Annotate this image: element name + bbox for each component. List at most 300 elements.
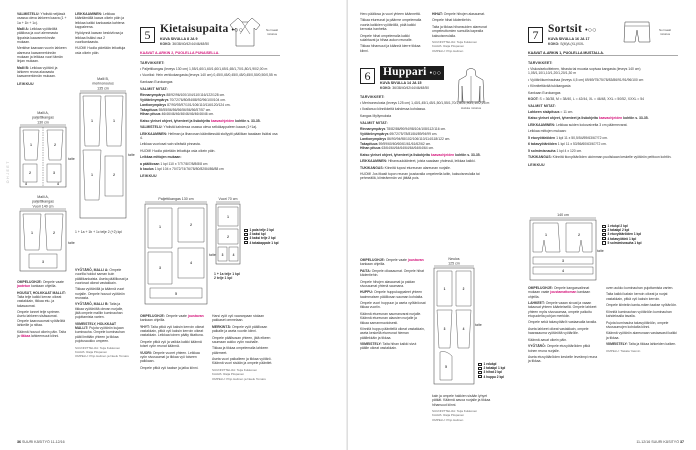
paragraph-label: Malli B: [17, 65, 30, 70]
pieces-legend [602, 224, 672, 245]
left-footer [17, 440, 65, 444]
paragraph-text: Käännä vyötärön alareunaan vastaavasti kaikki ja tikkaa. [606, 331, 677, 340]
fold-label: taite [475, 323, 482, 327]
paragraph-text: Taita telje kaikki kerran oikeat vastakkain, tikkaa etu- ja takasaumat. [17, 295, 62, 308]
measure-row [360, 127, 492, 131]
supplies-list [140, 67, 278, 78]
garment-sketch-shorts [622, 20, 652, 44]
legend-item [244, 241, 284, 245]
paragraph [606, 303, 678, 307]
layout-title: Malli A, [37, 195, 49, 199]
preparation-text [17, 12, 69, 79]
paragraph [75, 302, 129, 319]
cutting-text [360, 159, 492, 181]
pieces-legend [478, 362, 508, 379]
finishing-text [606, 342, 678, 346]
legend-label: 1 edukpl [483, 362, 497, 366]
product-title [380, 66, 444, 80]
paragraph-text: Taita pitkä vyö kaksin kerroin oikeat vastakkain, pitkä vyö kaksin kerroin oikeat vastakkain. Leikkaa toinen pääty tikattuna. [140, 324, 205, 338]
paragraph [212, 325, 278, 334]
layout-heading: LEIKKUU [17, 81, 34, 86]
measure-value: 63/64/64/64/64/64/64/64/64/64 cm. [380, 146, 435, 151]
fold-label: taite [68, 241, 75, 245]
supplies-list [360, 101, 492, 112]
paragraph-text: Ompele etuvyötäröiden pitkä toinen reuna nurjalle. [528, 344, 591, 353]
paragraph-text: Käännä etureunan saumanvarat nurjalle. Käännä etureunan alaosien nurjalle ja tikkaa samanmuotoisesti. [360, 311, 422, 325]
product-subtitle: KUVA SIVULLA 16 JA 17 [548, 37, 590, 41]
product-subtitle: KUVA SIVULLA 14 JA 15 [380, 81, 422, 85]
layout-subtitle: paljettikangas [32, 199, 54, 204]
paragraph-text: Ompele kangasvalinnat mukaan vaate [528, 286, 590, 295]
paragraph-label: VYÖTÄRÖ: [528, 344, 546, 349]
legend-label: 4 takavyötärö 1 kpl [607, 236, 637, 241]
piece-num: 1 [31, 231, 33, 235]
piece-num: 4 [232, 253, 235, 257]
piece-num: 3 [42, 260, 44, 264]
paragraph-label: TUKIKANGAS: [528, 155, 552, 160]
measure-row [360, 146, 492, 150]
paragraph [17, 310, 69, 327]
layout-title: Malli A, [37, 111, 49, 115]
legend-label: 2 kaksi kpl [249, 232, 266, 237]
paragraph-text: Aseta lahkeet oikeat vastakkain, ompele haarasauma vyötäröltä vyötärölle. [528, 326, 589, 336]
cutting-layout-hoodie [432, 256, 482, 386]
left-column-1-sewing [17, 280, 69, 340]
difficulty-dots: •○○ [585, 26, 597, 34]
measure-row [140, 162, 278, 166]
measure-value: 69/72/75/78/81/84/89/94/99 cm. [388, 131, 438, 136]
paragraph-text: Ompele kiinteän kanta-mäen taakse vyötäröön. [606, 303, 678, 308]
paragraph-text: 1 kpl 11 x 50,5/54/59/63/67/72 cm. [555, 135, 608, 140]
measure-row [140, 112, 278, 116]
measure-label: Hihan pituus [140, 112, 161, 117]
piece-num: 1 [91, 173, 93, 177]
credit-text: SUUNNITTELIJA: Teija Kukkonen KAAVA: Raija Piispanen OMPELU: Pirjo Helinen [432, 409, 478, 422]
paragraph-text: Ompele hihat kädentiehin. [432, 18, 472, 23]
paragraph-label: OMPELUOHJE: [528, 286, 553, 290]
supplies-heading: TARVIKKEET: [360, 95, 385, 99]
cutting-text [528, 123, 678, 153]
paragraph [360, 327, 426, 340]
paragraph-text: Ompele hihojen alasaumat. [442, 12, 486, 16]
paragraph [360, 342, 426, 351]
fabric-source: Kangas Myllymuksta [360, 113, 392, 118]
paragraph [528, 149, 678, 153]
paragraph-text: Yhdistä kahdessa osassa oleva selkäkappaleen kaava (1+1a). [162, 125, 258, 130]
legend-item [478, 375, 508, 379]
cutting-layout-wrap-top [142, 196, 216, 306]
paragraph [17, 291, 69, 308]
product-6-sewing [360, 258, 426, 353]
left-column-2-top [75, 12, 129, 57]
list-item: • Paljettikangas (leveys 130 cm) 1,55/1,60/1,60/1,60/1,65/1,65/1,70/1,80/1,90/2,00 m [140, 66, 268, 71]
sketch-label: Hoikka mitoitus [460, 106, 482, 110]
measures-heading: VALMIIT MITAT: [140, 87, 168, 92]
fold-label: taite [597, 249, 604, 253]
credit-text: SUUNNITTELIJA: Teija Kukkonen KAAVA: Raija Piispanen OMPELU: Pirjo Helinen ja Neelu Tomaru [75, 345, 129, 359]
paragraph [212, 336, 278, 345]
paragraph-text: HUOM! Jos itkasit tupon reunan joustavalla ompeleella laitin, kaksoisneulalla tai pehmeällä, kiinteämmän voi jättää pois. [360, 172, 480, 181]
supplies-heading: TARVIKKEET: [140, 61, 165, 65]
piece-num: 2 [227, 235, 229, 239]
paragraph-text: Ompele pitkä vyö taakse ja jatka kiinni. [140, 365, 199, 370]
paragraph [360, 269, 426, 278]
paragraph [75, 322, 129, 343]
paragraph-label: PAITA: [360, 268, 371, 273]
piece-num: 4 [462, 327, 465, 331]
measure-label: Lantionympärys [360, 136, 387, 141]
paragraph-label: 5 etuvyötäröiden [528, 135, 556, 140]
list-item: • Viskosisekoitteinen, hihasta tai muusta sopivaa kangasta (leveys 140 cm) 1,05/1,10/1,10/1,20/1,20/1,30 m [528, 66, 641, 76]
paragraph-text: Ompele huppukappaleet yhteen taaimmaisen pääliiosan sauman kohdalta. [360, 290, 424, 299]
measure-label: Vyötärönympärys [140, 97, 169, 102]
measures-list [360, 127, 492, 151]
measure-value: 46/46/46/46/46/46/46/46/46/46 cm. [160, 112, 215, 117]
pattern-sheet-link: KAAVAT A-ARKIN 2, PUOLELLA PUNAISELLA. [140, 51, 220, 55]
piece-num: 3 [443, 327, 446, 331]
paragraph-link: jaotetun [17, 284, 31, 289]
piece-num: 3 [53, 171, 55, 175]
paragraph-label: LEIKKAAMINEN: [528, 122, 556, 127]
piece-num: 1 [91, 119, 93, 123]
measure-row [360, 142, 492, 146]
paragraph-text: Hellman ja lihanosan kääntäessää stollyytti pääliikan taaalaan lisäksi osa 4. [140, 131, 278, 140]
paragraph [528, 320, 600, 324]
paragraph-text: Kiinnitä tkovyötäröiden uloimman puoliskaan keskelle vyötärön peittoon kohtiin. [551, 155, 672, 160]
paragraph-label: VIIMEISTELY: [360, 342, 382, 347]
layout-title: Paljettikangas 130 cm [158, 197, 194, 201]
sewing-text [17, 280, 69, 338]
paragraph [75, 287, 129, 300]
paragraph-text: Käännä housut oikein päin. Taita ja [17, 329, 66, 338]
credit-text: SUUNNITTELIJA: Teija Kukkonen KAAVA: Raija Piispanen OMPELU: Pirjo Helinen ja Neelu Tomaru [212, 367, 266, 381]
paragraph [606, 292, 678, 301]
layout-heading: LEIKKUU [140, 174, 157, 179]
paragraph-text: kankaan ohjeilla. [140, 318, 166, 323]
credit-text: SUUNNITTELIJA: Teija Kukkonen KAAVA: Raija Piispanen OMPELU: Pirjo Helinen [432, 40, 478, 53]
paragraph [140, 325, 206, 338]
left-column-2-bottom [75, 268, 129, 361]
paragraph-text: Ompele vuorilla hoidut saman kuin pääliikankaista. Aseta pääliikosat ja vuoriosat oikeat vastakkain. [75, 268, 129, 285]
list-item: • Vyötärökuminauhaa (leveys 4,5 cm) 69/69/75/75/78/83/86/91/91/96/100 cm [528, 77, 644, 82]
paragraph-text: Kiinnitä huppu pääntiellä oikeat vastakkain, aseta keskellä etureunat hieman päällekkäin ja tikkaa. [360, 326, 425, 340]
paragraph [360, 301, 426, 310]
paragraph [360, 172, 492, 181]
paragraph-label: TUKIKANGAS: [360, 165, 384, 170]
layout-width: Vuori 140 cm [32, 204, 54, 209]
paragraph-label: HOUSUT, HOLKKAAT MALLIT: [17, 290, 66, 295]
layout-title: Neulos [448, 257, 460, 261]
paragraph-text: Tikkaa hihansuut ja käännä kierre tikkaa kiinni. [360, 44, 421, 53]
measure-value: 59/59/60/60/60/61/61/61/62/62 cm. [377, 141, 432, 146]
paragraph-text: Ompele olkasaumat. Ompele hihat kädentiehin. [360, 268, 424, 278]
measure-value: 87/90/93/97/101/106/110/116/120/124 cm. [166, 102, 231, 107]
layout-width: 135 cm [97, 86, 109, 91]
measure-row [140, 103, 278, 107]
product-5-sewing-2 [212, 314, 278, 383]
measure-value: 1 kpl 104 x 70/72/74/76/78/80/82/84/86/88 cm [153, 166, 224, 171]
legend-swatch [602, 233, 606, 236]
paragraph-label: OMPELUOHJE: [17, 280, 42, 284]
legend-swatch [244, 229, 248, 232]
paragraph [17, 280, 69, 289]
paragraph [432, 12, 492, 16]
paragraph [528, 344, 600, 353]
paragraph-text: Taita ja tikkaa hihansuiden alareunat ompeleuttomien sumuilla kapealla kaksoisneulalla. [432, 24, 487, 38]
left-column-1 [17, 12, 69, 88]
legend-swatch [244, 233, 248, 236]
paragraph-text: Ompele hihat ompelemalla kaikki sulahtavat ja hihaa aukon reunalle. [360, 33, 413, 42]
paragraph-text: oven aukko kuminauhan pujottamista varten. [606, 286, 674, 290]
paragraph [17, 330, 69, 339]
right-footer [636, 440, 684, 444]
paragraph-text: Taita kaikki kaksin kerroin oikeat ja nurjat vastakkain, pitkä vyö kaksin kerroin. [606, 292, 668, 301]
product-title [548, 23, 597, 35]
paragraph [360, 290, 426, 299]
paragraph-label: OMPELUOHJE: [140, 314, 165, 318]
paragraph-label: VIIMEISTELY: [606, 342, 628, 347]
legend-swatch [244, 241, 248, 244]
cutting-layout-wrap-lining [214, 196, 242, 266]
paragraph-text: Hihansuukäänteet, joista saadaan yhdessä, leikkaa kaikki. [387, 159, 476, 164]
paragraph-label: LEIKKAAMINEN: [140, 131, 168, 136]
measure-label: Lantionympärys [140, 102, 167, 107]
paragraph-text: Leikkaa kääntämällä kaava oikein päin ja leikkaa kaikki kankaasta kahtena kappaleena. [75, 12, 125, 29]
paragraph-label: VYÖTÄRÖ, MALLI B: [75, 302, 109, 307]
cutting-layout-shorts [528, 212, 604, 282]
paragraph-text: kankaan ohjeilla. [30, 284, 57, 289]
pieces-formula: 1 + 1a + 1b + 1c telje 2 (+2) kpl [75, 230, 122, 234]
paragraph-text: Ompele vyöt päälliosan paikalle ja aseta vuoriin kiinni. [212, 324, 268, 334]
paragraph-text: kankaan ohjeilla. [360, 262, 386, 267]
difficulty-dots: •○○ [429, 69, 442, 77]
paragraph [432, 18, 492, 22]
measures-list [140, 93, 278, 117]
product-sizes: KOKO: 36/38/40/42/44/46/48/50 [160, 42, 210, 46]
piece-num: 2 [113, 173, 115, 177]
legend-swatch [602, 241, 606, 244]
paragraph-text: Tikkaa etureunat ja päärme ompelemalla vuorta kaikkien vyötäröllä, pidä kaikki kerrosta hanhetta. [360, 18, 422, 32]
paragraph [360, 159, 492, 163]
measure-value: 70/72/76/80/84/88/92/96/100/104 cm. [168, 97, 226, 102]
list-item: • Kiinnitettävää tukikangasta [528, 84, 571, 89]
cut-heading: Leikkaa mittojen mukaan: [140, 155, 182, 160]
garment-sketch-wrap-top [228, 16, 262, 48]
seam-note: Katso yleiset ohjeet, lyhenteet ja lisäohjeita kaavaohjeiden kohtiin s. 33-35. [140, 118, 261, 123]
paragraph [140, 132, 278, 141]
piece-num: 3 [562, 259, 564, 263]
left-column-2-mid [75, 230, 129, 236]
paragraph [528, 155, 678, 159]
paragraph-label: LAHKEET: [528, 301, 545, 306]
fold-label: taite [128, 153, 135, 157]
product-number: 7 [528, 27, 543, 43]
product-7-sewing [528, 286, 600, 366]
paragraph-text: Ompele vaate [41, 280, 64, 284]
piece-num: 2 [578, 233, 580, 237]
paragraph-text: Taita hihan kaikki sivut päälle oikeat vastakkain. [360, 342, 417, 351]
title-text: Kietaisupaita [160, 23, 229, 35]
cutting-text [75, 12, 129, 55]
product-5-col-a [140, 58, 278, 180]
measures-heading: VALMIIT MITAT: [360, 121, 388, 126]
paragraph-label: 5 solmimisnauha [528, 148, 556, 153]
paragraph [75, 31, 129, 44]
product-sizes: KOKO: 36/38/40/42/44/46/48/50 [380, 86, 430, 90]
measure-row [140, 108, 278, 112]
intro-text [360, 12, 426, 53]
product-subtitle: KUVA SIVULLA 8 JA 9 [160, 37, 198, 41]
paragraph [140, 125, 278, 129]
paragraph-text: Ompele lonnet telje sprimen. Asetu lahkeen sisäsaumat. Ompele kaarosaumat vyötäröltä lahkeille ja niitaa. [17, 310, 66, 328]
measure-row [360, 137, 492, 141]
paragraph-text: Ompele vaate [164, 314, 188, 318]
paragraph-link: tikkaa [20, 333, 31, 338]
pieces-legend [244, 228, 284, 245]
measure-value: 55/55/56/56/56/56/56/56/57/57 cm. [157, 107, 212, 112]
paragraph [17, 27, 69, 44]
paragraph-text: Hero pääliosa ja vuori yhteen käännettä. [360, 12, 421, 16]
paragraph-text: Ompele vaate [384, 258, 408, 262]
paragraph [432, 25, 492, 38]
paragraph-label: LEIKKAAMINEN: [360, 159, 388, 164]
legend-label: 4 takakappale 1 kpl [249, 240, 279, 245]
paragraph [360, 312, 426, 325]
list-item: • Ilosilanuo kiinnikkeitä kahdessa kohdassa. [360, 107, 426, 112]
magazine-name: SUURI KÄSITYÖ 11-12/16 [22, 440, 65, 444]
fabric-source: Kankaan Eurokangas [528, 90, 561, 95]
title-text: Huppari [383, 66, 427, 78]
paragraph [17, 66, 69, 79]
paragraph [360, 12, 426, 16]
piece-num: 5 [445, 365, 447, 369]
legend-swatch [244, 237, 248, 240]
piece-num: 1 [159, 225, 161, 229]
legend-label: 2 takakpl 2 kpl [607, 228, 630, 233]
piece-num: 2 [190, 223, 192, 227]
sewing-text [140, 314, 206, 370]
paragraph-text: Aseta etuvyötäröiden keskelle leveämpi reuna ja tikkaa. [528, 354, 598, 364]
layout-subtitle: merinonoulus [92, 81, 114, 86]
piece-num: 3 [221, 253, 224, 257]
legend-item [602, 241, 672, 245]
legend-label: 5 solmimisnauha 1 kpl [607, 240, 642, 245]
paragraph-label: 6 takavyötäröiden [528, 142, 557, 147]
legend-swatch [478, 375, 482, 378]
measure-value: = 11 cm. [559, 110, 574, 115]
piece-num: 4 [562, 269, 564, 273]
page-number: 37 [680, 440, 684, 444]
sewing-text-2 [212, 314, 278, 366]
piece-num: 4 [190, 261, 192, 265]
paragraph [75, 268, 129, 285]
pattern-sheet-link: KAAVAT A-ARKIN 1, PUOLELLA MUSTALLA. [528, 51, 604, 55]
product-number: 5 [140, 27, 155, 43]
measure-row [360, 132, 492, 136]
product-6-details [360, 92, 492, 183]
measure-label: a pääliiosan [140, 161, 160, 166]
paragraph [360, 18, 426, 31]
paragraph-text: Harsi vyöt vyö vaaranpaan stolaan pakkaset ommelaan. [212, 314, 265, 323]
paragraph [528, 142, 678, 146]
paragraph-text: Tikkaa vyötäröllä ja käännä vuori nurjalle. Ompele housut vyötärön reunasta. [75, 287, 125, 300]
list-item: HUOM! Huolla pidetään leikattuja osia oikein päin. [140, 148, 216, 153]
fold-label: taite [209, 253, 216, 257]
list-item: • Vuoriksi: Hein verkkokangasta (leveys 140 cm) 0,45/0,45/0,45/0,45/0,45/0,50/0,50/0,55 m [140, 73, 277, 78]
paragraph-text: Ompele päällsosan yhteen, jätä elkeen saumaan aukko vyön nauhalle. [212, 335, 271, 344]
paragraph-text: 1 kpl 4 x 120 cm. [555, 148, 583, 153]
paragraph-text: Ompele vuori huppuun ja aseta vyötäröosat tikkaa vuoriin. [360, 301, 426, 310]
measure-label: Vyötärönympärys [360, 131, 389, 136]
legend-swatch [478, 367, 482, 370]
paragraph-label: VALMISTELU: [17, 12, 40, 16]
measure-value: 88/92/96/100/104/110/116/122/128 cm. [165, 92, 226, 97]
measure-label: Lahkeen sisäpituus [528, 110, 560, 115]
paragraph-text: Leikkaa vyötärö ja lahkeen reuna alaosasta kaavamerkinnän mukaan. [17, 65, 58, 79]
list-item: • Merinoneulosta (leveys 125 cm) 1,40/1,45/1,45/1,50/1,55/1,70/1,80/1,90/2,10/2,25 m [360, 100, 490, 105]
piece-num: 2 [29, 171, 31, 175]
paragraph [606, 331, 678, 340]
measure-row [140, 167, 278, 171]
product-7-sewing-2 [606, 286, 678, 355]
piece-num: 5 [175, 292, 177, 296]
sketch-label: Normaali mitoitus [265, 28, 278, 36]
paragraph [606, 310, 678, 319]
measure-label: Takapituus [360, 141, 378, 146]
paragraph [75, 12, 129, 29]
paragraph-text: HUOM! Huolla pidetään leikattuja osia oikein päin. [75, 46, 126, 55]
paragraph-label: VALMISTELU: [140, 125, 163, 130]
measure-value: 1 kpl 110 x 7/7/7/8/7/8/8/8/8 cm [159, 161, 208, 166]
paragraph-label: Malli A: [17, 27, 29, 32]
paragraph-text: 1 kpl 11 x 53/56/60/63/67/72 cm. [556, 142, 607, 147]
piece-num: 1 [30, 143, 32, 147]
layout-title: Malli B, [97, 77, 109, 81]
paragraph-text: Kiinnitä kuminauhan vyötäröön kuminauhan kahdeksalla tavalla. [606, 309, 672, 319]
layout-title: Vuori 70 cm [218, 197, 238, 201]
paragraph [360, 258, 426, 267]
product-5-sewing [140, 314, 206, 372]
paragraph [606, 321, 678, 330]
additional-text [140, 142, 278, 153]
piece-num: 4 [25, 182, 27, 186]
layout-subtitle: paljettikangas [32, 115, 54, 120]
waist-text [75, 268, 129, 343]
measure-label: Rinnanympärys [140, 92, 166, 97]
paragraph [528, 123, 678, 127]
fabric-source: Kankaan Eurokangas [140, 79, 173, 84]
paragraph-label: VIIMEISTELY, HOLKKAAT MALLIT: [75, 321, 117, 331]
paragraph-link: joustavan [407, 258, 424, 262]
paragraph [528, 355, 600, 364]
measure-row [140, 98, 278, 102]
piece-num: 4 [57, 182, 59, 186]
paragraph-text: Kiinnitä tuposi etureunan alareunan nurjalle. [383, 165, 451, 170]
right-column-2-top [432, 12, 492, 55]
sewing-text-2 [606, 286, 678, 340]
piece-num: 2 [462, 287, 465, 291]
paragraph-label: HIHAT: [432, 12, 443, 16]
right-column-1-top [360, 12, 426, 55]
paragraph [360, 280, 426, 289]
difficulty-dots: •○○ [231, 26, 244, 34]
sketch-label: Normaali mitoitus [658, 28, 671, 36]
finishing-text [360, 342, 426, 351]
paragraph-text: Pujota kuminauha takavyötäröön, ompele sivusaumojen kohdalta kiinni. [606, 320, 669, 329]
piece-num: 1 [227, 215, 229, 219]
paragraph-label: YHYT: [140, 324, 150, 329]
credit-text: OMPELU: Tiskala Yasmin [606, 348, 641, 353]
